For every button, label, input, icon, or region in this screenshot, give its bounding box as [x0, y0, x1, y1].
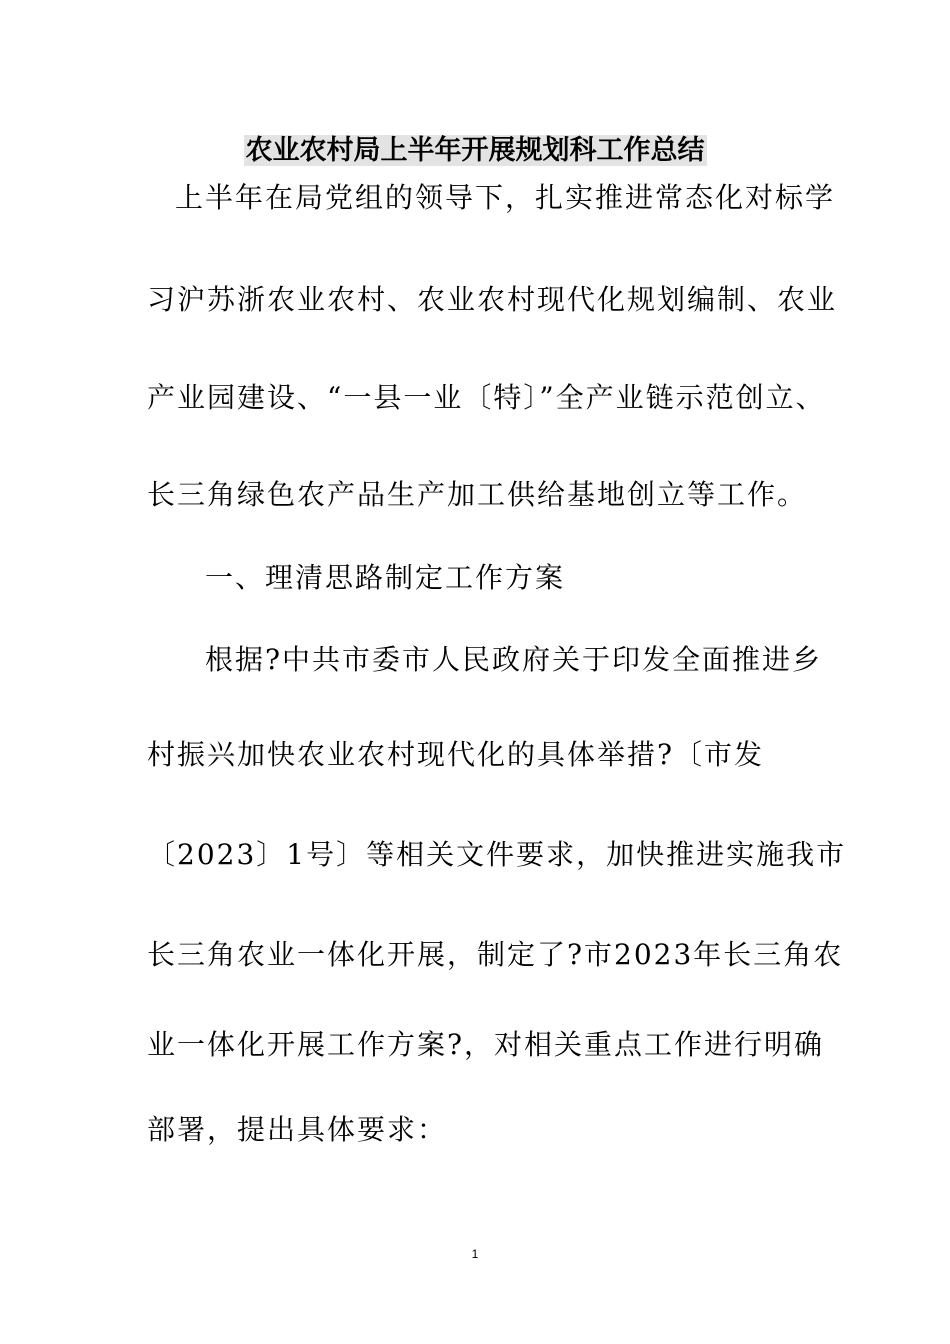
paragraph-line: 村振兴加快农业农村现代化的具体举措?〔市发	[147, 738, 765, 771]
document-title	[0, 134, 950, 168]
paragraph-line: 长三角农业一体化开展，制定了?市2023年长三角农	[147, 938, 844, 971]
paragraph-line: 部署，提出具体要求：	[147, 1113, 448, 1146]
paragraph-line: 根据?中共市委市人民政府关于印发全面推进乡	[205, 643, 823, 676]
page-number: 1	[471, 1247, 479, 1261]
paragraph-line: 业一体化开展工作方案?，对相关重点工作进行明确	[147, 1028, 825, 1061]
title-text: 农业农村局上半年开展规划科工作总结	[245, 135, 705, 166]
paragraph-line: 产业园建设、“一县一业〔特〕”全产业链示范创立、	[147, 381, 826, 414]
paragraph-line: 上半年在局党组的领导下，扎实推进常态化对标学	[175, 181, 836, 214]
section-heading: 一、理清思路制定工作方案	[205, 561, 566, 594]
paragraph-line: 习沪苏浙农业农村、农业农村现代化规划编制、农业	[147, 283, 838, 316]
paragraph-line: 〔2023〕1号〕等相关文件要求，加快推进实施我市	[147, 838, 847, 871]
paragraph-line: 长三角绿色农产品生产加工供给基地创立等工作。	[147, 478, 808, 511]
